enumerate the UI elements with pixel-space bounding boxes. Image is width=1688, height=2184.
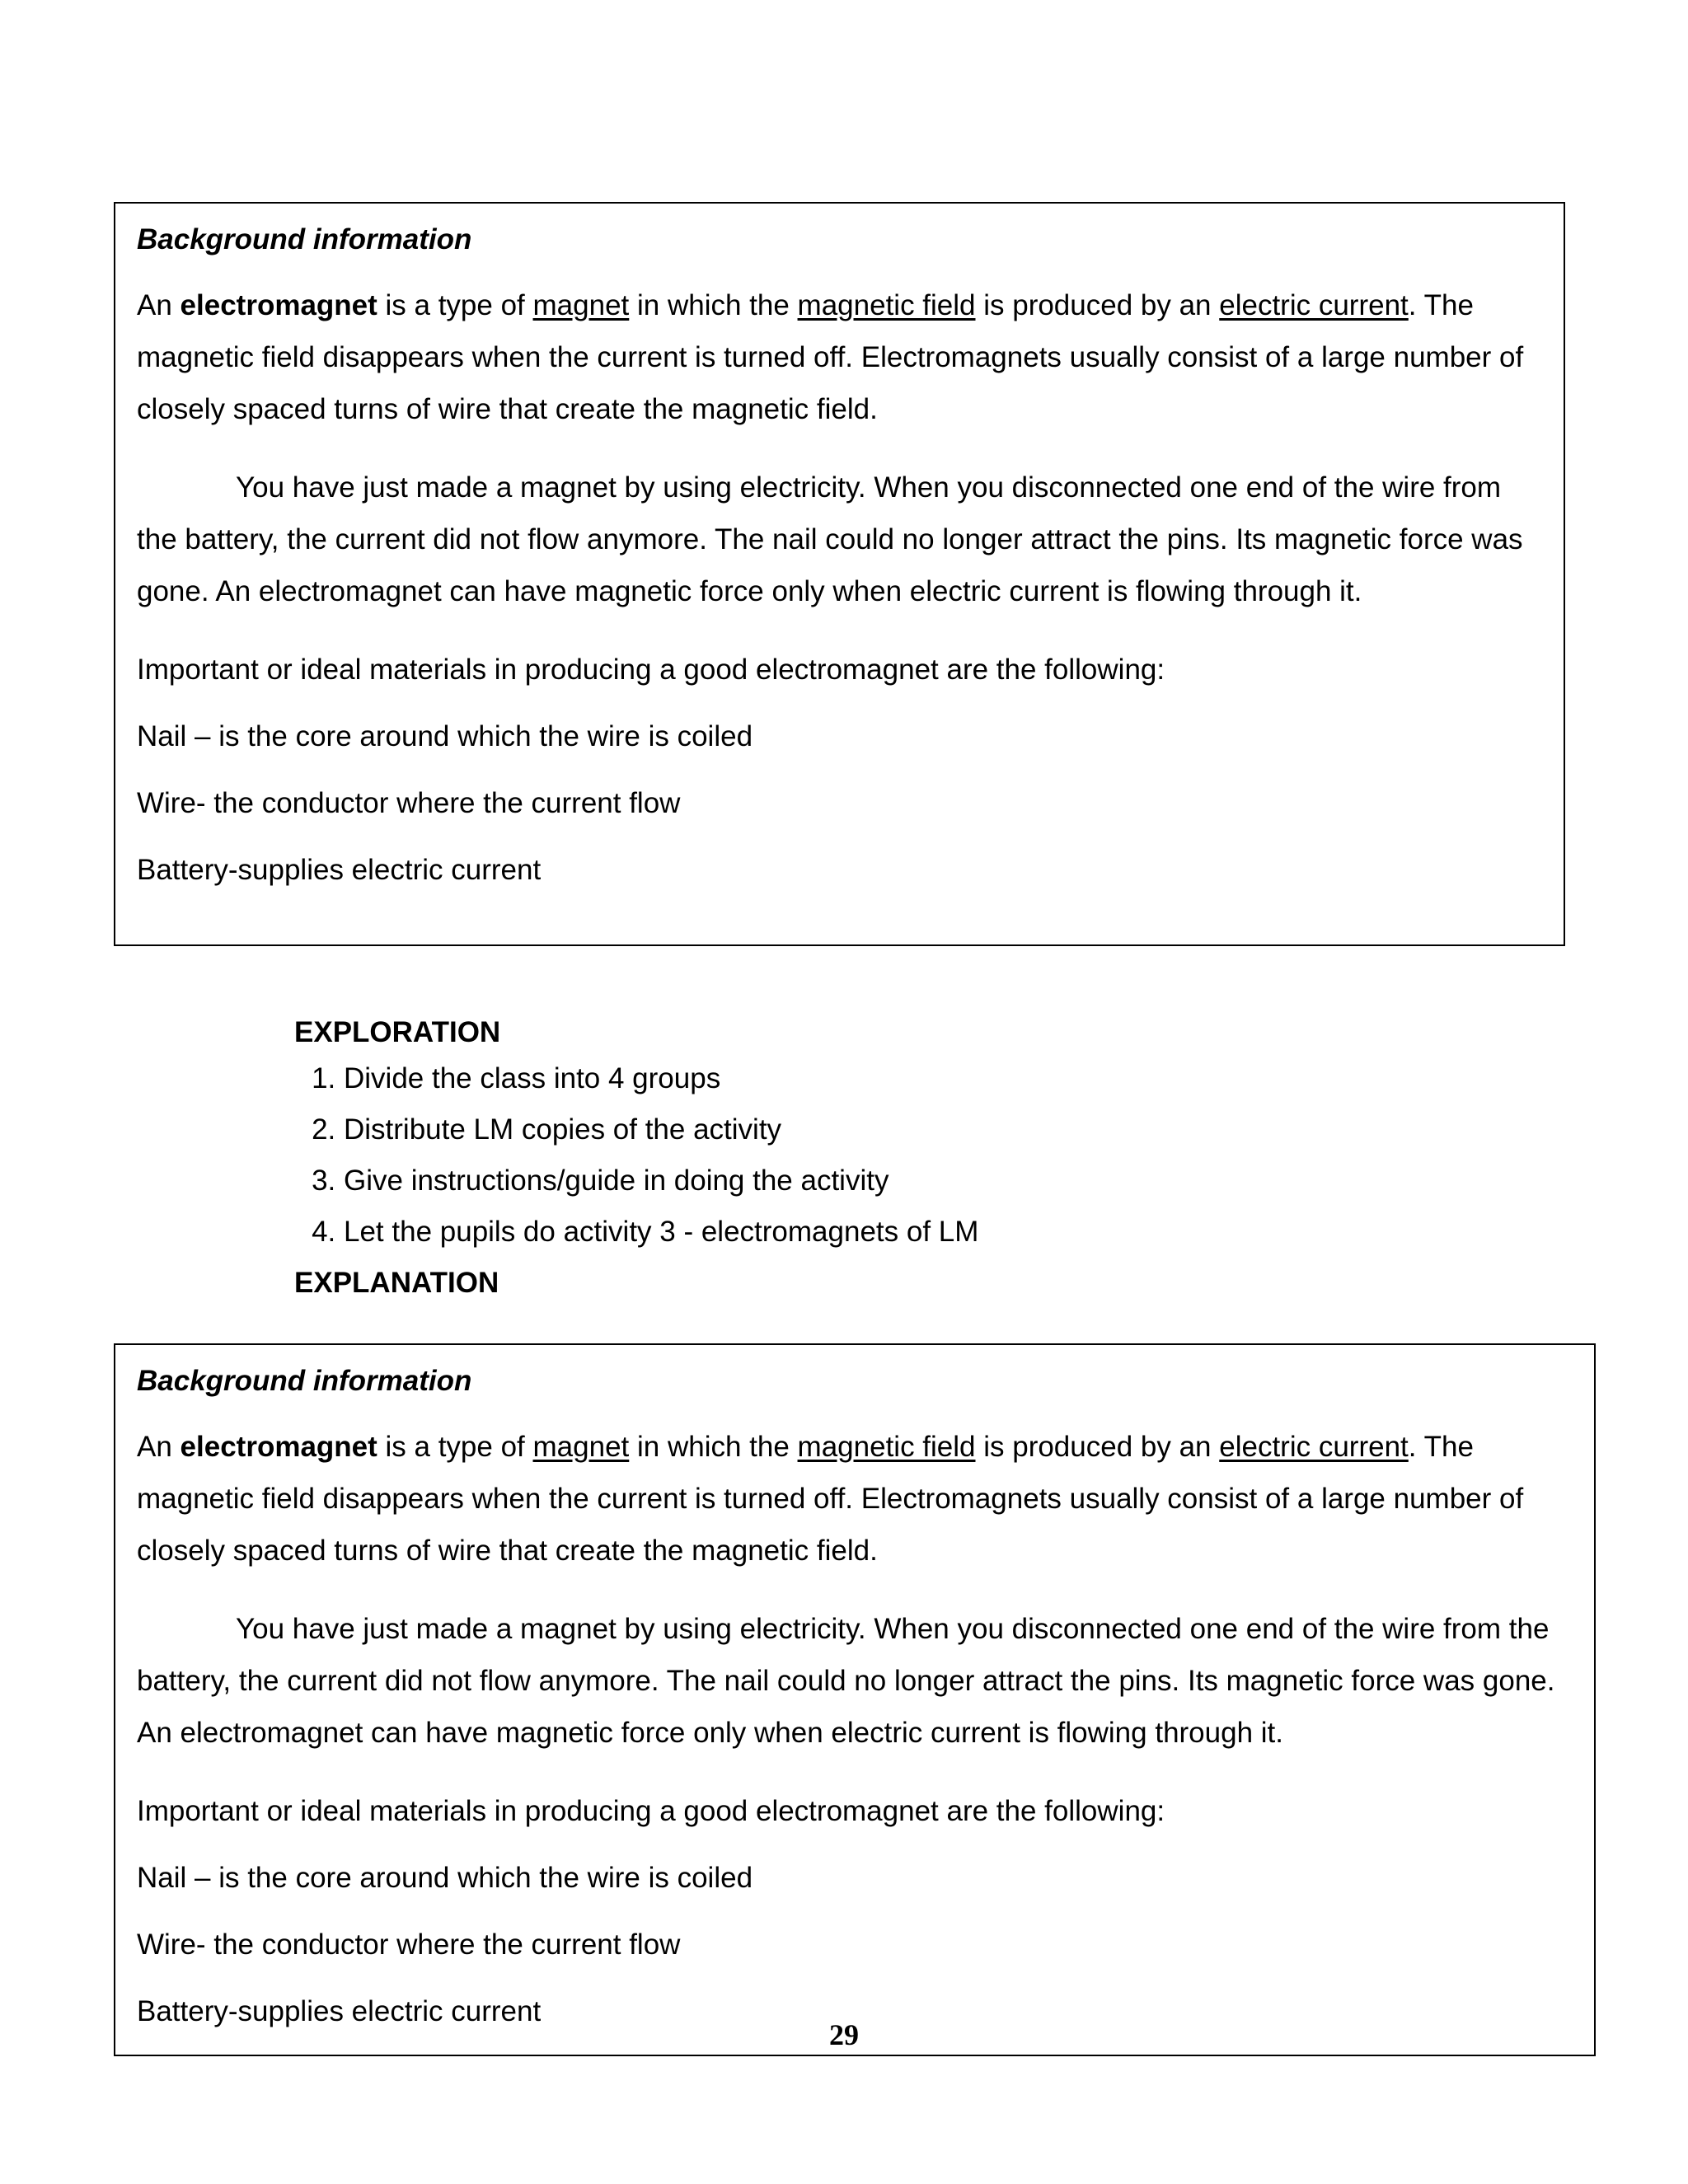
material-nail: Nail – is the core around which the wire is coiled [137,1862,753,1894]
text-span: . The magnetic field disappears when the current is turned off. Electromagnets usually consist of a large number of closely spaced turns of wire that create the magnetic field. [137,1431,1524,1567]
text-span: is produced by an [975,1431,1220,1463]
underlined-term: magnetic field [797,289,976,321]
underlined-term: magnet [532,289,630,321]
bold-term: electromagnet [180,289,377,321]
explanation-paragraph: You have just made a magnet by using electricity. When you disconnected one end of the wire from the battery, the current did not flow anymore. The nail could no longer attract the pins. Its magnetic force was gone. An electromagnet can have magnetic force only when electric current is flowing through it. [137,471,1523,607]
text-span: is produced by an [975,289,1220,321]
list-item: 3. Give instructions/guide in doing the activity [344,1155,978,1207]
text-span: An [137,1431,181,1463]
material-nail: Nail – is the core around which the wire is coiled [137,720,753,752]
underlined-term: magnet [532,1431,630,1463]
materials-intro: Important or ideal materials in producing a good electromagnet are the following: [137,654,1165,686]
exploration-section [294,1012,978,1304]
material-wire: Wire- the conductor where the current flow [137,1929,681,1961]
underlined-term: electric current [1219,1431,1409,1463]
page-number: 29 [829,2018,859,2051]
materials-intro: Important or ideal materials in producing a good electromagnet are the following: [137,1795,1165,1827]
list-item: 1. Divide the class into 4 groups [344,1053,978,1104]
exploration-title: EXPLORATION [294,1016,501,1048]
definition-paragraph [137,1421,1573,1577]
list-item: 4. Let the pupils do activity 3 - electromagnets of LM [344,1207,978,1258]
box-heading: Background information [137,223,472,255]
definition-paragraph [137,279,1542,435]
text-span: is a type of [377,1431,533,1463]
material-wire: Wire- the conductor where the current flow [137,787,681,819]
text-span: . The magnetic field disappears when the current is turned off. Electromagnets usually consist of a large number of closely spaced turns of wire that create the magnetic field. [137,289,1524,425]
text-span: in which the [629,289,798,321]
text-span: in which the [629,1431,798,1463]
text-span: An [137,289,181,321]
text-span: is a type of [377,289,533,321]
material-battery: Battery-supplies electric current [137,854,542,886]
background-info-box-1 [114,202,1565,946]
explanation-title: EXPLANATION [294,1267,499,1299]
background-info-box-2 [114,1343,1596,2056]
list-item: 2. Distribute LM copies of the activity [344,1104,978,1155]
material-battery: Battery-supplies electric current [137,1995,542,2027]
exploration-steps [294,1053,978,1258]
box-heading: Background information [137,1365,472,1397]
explanation-paragraph: You have just made a magnet by using electricity. When you disconnected one end of the wire from the battery, the current did not flow anymore. The nail could no longer attract the pins. Its magnetic force was gone. An electromagnet can have magnetic force only when electric current is flowing through it. [137,1613,1555,1749]
underlined-term: electric current [1219,289,1409,321]
underlined-term: magnetic field [797,1431,976,1463]
bold-term: electromagnet [180,1431,377,1463]
